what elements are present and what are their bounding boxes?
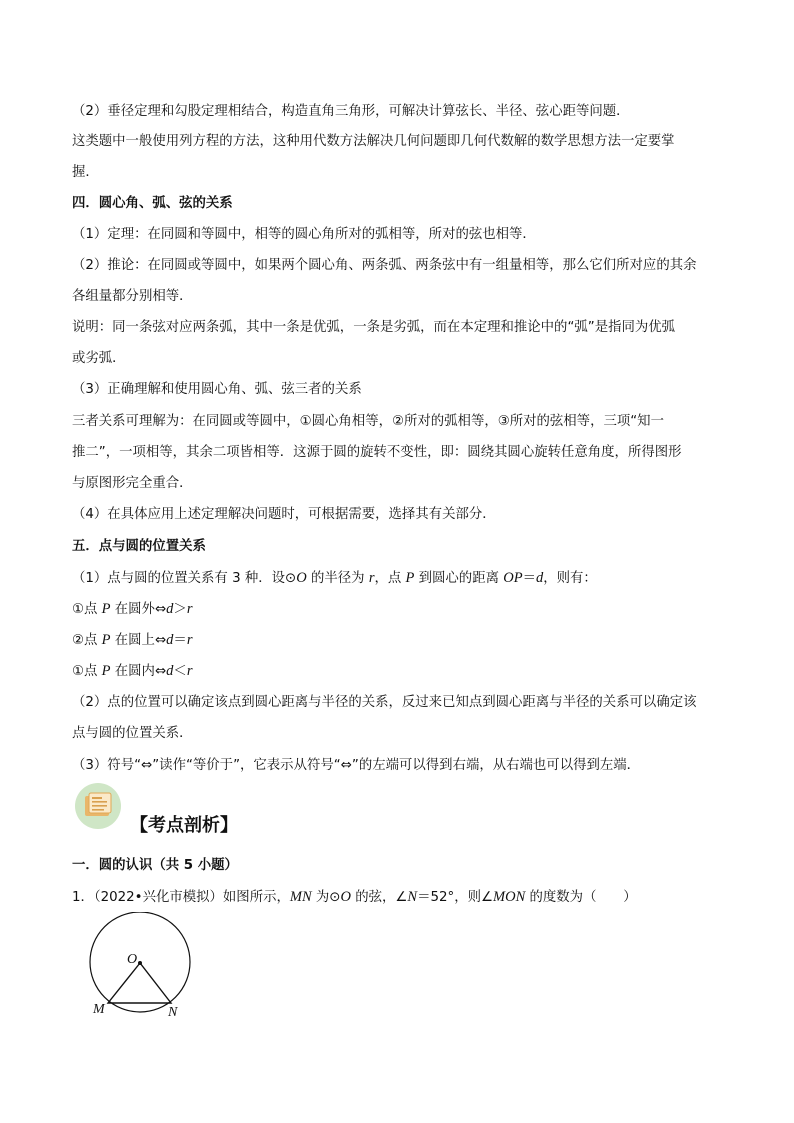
text-line: （2）垂径定理和勾股定理相结合，构造直角三角形，可解决计算弦长、半径、弦心距等问题． bbox=[72, 104, 630, 119]
text-line: 各组量都分别相等． bbox=[72, 289, 193, 304]
math-var: r bbox=[186, 632, 193, 648]
text-run: 在圆上⇔ bbox=[110, 633, 167, 648]
text-line: 三者关系可理解为：在同圆或等圆中，①圆心角相等，②所对的弧相等，③所对的弦相等，三项“知一 bbox=[72, 414, 664, 429]
label-m: M bbox=[93, 1002, 105, 1017]
text-line: （4）在具体应用上述定理解决问题时，可根据需要，选择其有关部分． bbox=[72, 507, 496, 522]
text-line: 与原图形完全重合． bbox=[72, 476, 193, 491]
section-title: 【考点剖析】 bbox=[130, 815, 238, 836]
center-point bbox=[138, 961, 142, 965]
math-var: r bbox=[186, 663, 193, 679]
text-line bbox=[72, 631, 192, 650]
text-run: 的度数为（ ） bbox=[525, 890, 637, 905]
text-line: 握． bbox=[72, 165, 99, 180]
circle-figure bbox=[86, 912, 196, 1024]
math-var: OP bbox=[503, 570, 523, 586]
text-run: ＞ bbox=[173, 602, 187, 617]
math-var: d bbox=[166, 632, 174, 648]
text-run: ①点 bbox=[72, 664, 102, 679]
text-run: ，则有： bbox=[543, 571, 597, 586]
text-run: （1）点与圆的位置关系有 3 种．设⊙ bbox=[72, 571, 297, 586]
text-run: ＝ bbox=[173, 633, 187, 648]
math-var: d bbox=[166, 663, 174, 679]
subheading: 一．圆的认识（共 5 小题） bbox=[72, 858, 238, 873]
math-var: P bbox=[101, 663, 111, 679]
text-line: （3）正确理解和使用圆心角、弧、弦三者的关系 bbox=[72, 382, 362, 397]
math-var: P bbox=[101, 632, 111, 648]
text-run: 在圆内⇔ bbox=[110, 664, 167, 679]
math-var: r bbox=[368, 570, 375, 586]
text-run: ＝52°，则∠ bbox=[417, 890, 494, 905]
math-var: d bbox=[166, 601, 174, 617]
text-run: 的弦，∠ bbox=[350, 890, 408, 905]
text-line bbox=[72, 569, 597, 588]
triangle-mon bbox=[108, 963, 171, 1003]
question-text bbox=[72, 888, 637, 907]
text-line: （3）符号“⇔”读作“等价于”，它表示从符号“⇔”的左端可以得到右端，从右端也可以得到左端． bbox=[72, 758, 641, 773]
text-run: 的半径为 bbox=[306, 571, 369, 586]
math-var: MN bbox=[289, 889, 312, 905]
math-var: O bbox=[340, 889, 351, 905]
text-line: 推二”，一项相等，其余二项皆相等．这源于圆的旋转不变性，即：圆绕其圆心旋转任意角度，所得图形 bbox=[72, 445, 682, 460]
text-run: 在圆外⇔ bbox=[110, 602, 167, 617]
text-line: （1）定理：在同圆和等圆中，相等的圆心角所对的弧相等，所对的弦也相等． bbox=[72, 227, 536, 242]
math-var: r bbox=[186, 601, 193, 617]
math-var: P bbox=[101, 601, 111, 617]
text-run: ＜ bbox=[173, 664, 187, 679]
heading: 四．圆心角、弧、弦的关系 bbox=[72, 196, 233, 211]
document-folder-icon bbox=[74, 782, 122, 830]
math-var: P bbox=[405, 570, 415, 586]
text-line: 点与圆的位置关系． bbox=[72, 726, 193, 741]
text-line bbox=[72, 600, 192, 619]
text-run: ①点 bbox=[72, 602, 102, 617]
math-var: d bbox=[535, 570, 544, 586]
math-var: N bbox=[407, 889, 418, 905]
text-run: 到圆心的距离 bbox=[414, 571, 504, 586]
math-var: O bbox=[296, 570, 307, 586]
text-run: ，点 bbox=[374, 571, 406, 586]
text-line: 说明：同一条弦对应两条弧，其中一条是优弧，一条是劣弧，而在本定理和推论中的“弧”是指同为优弧 bbox=[72, 320, 676, 335]
label-n: N bbox=[168, 1005, 178, 1020]
label-o: O bbox=[127, 952, 138, 967]
text-run: ＝ bbox=[522, 571, 536, 586]
text-line: 或劣弧． bbox=[72, 351, 126, 366]
math-var: MON bbox=[493, 889, 526, 905]
text-line: 这类题中一般使用列方程的方法，这种用代数方法解决几何问题即几何代数解的数学思想方法一定要掌 bbox=[72, 134, 675, 149]
text-line: （2）点的位置可以确定该点到圆心距离与半径的关系，反过来已知点到圆心距离与半径的关系可以确定该 bbox=[72, 695, 697, 710]
text-line: （2）推论：在同圆或等圆中，如果两个圆心角、两条弧、两条弦中有一组量相等，那么它们所对应的其余 bbox=[72, 258, 697, 273]
text-run: ②点 bbox=[72, 633, 102, 648]
heading: 五．点与圆的位置关系 bbox=[72, 539, 206, 554]
text-run: 为⊙ bbox=[311, 890, 341, 905]
text-line bbox=[72, 662, 192, 681]
text-run: 1．（2022•兴化市模拟）如图所示， bbox=[72, 890, 290, 905]
